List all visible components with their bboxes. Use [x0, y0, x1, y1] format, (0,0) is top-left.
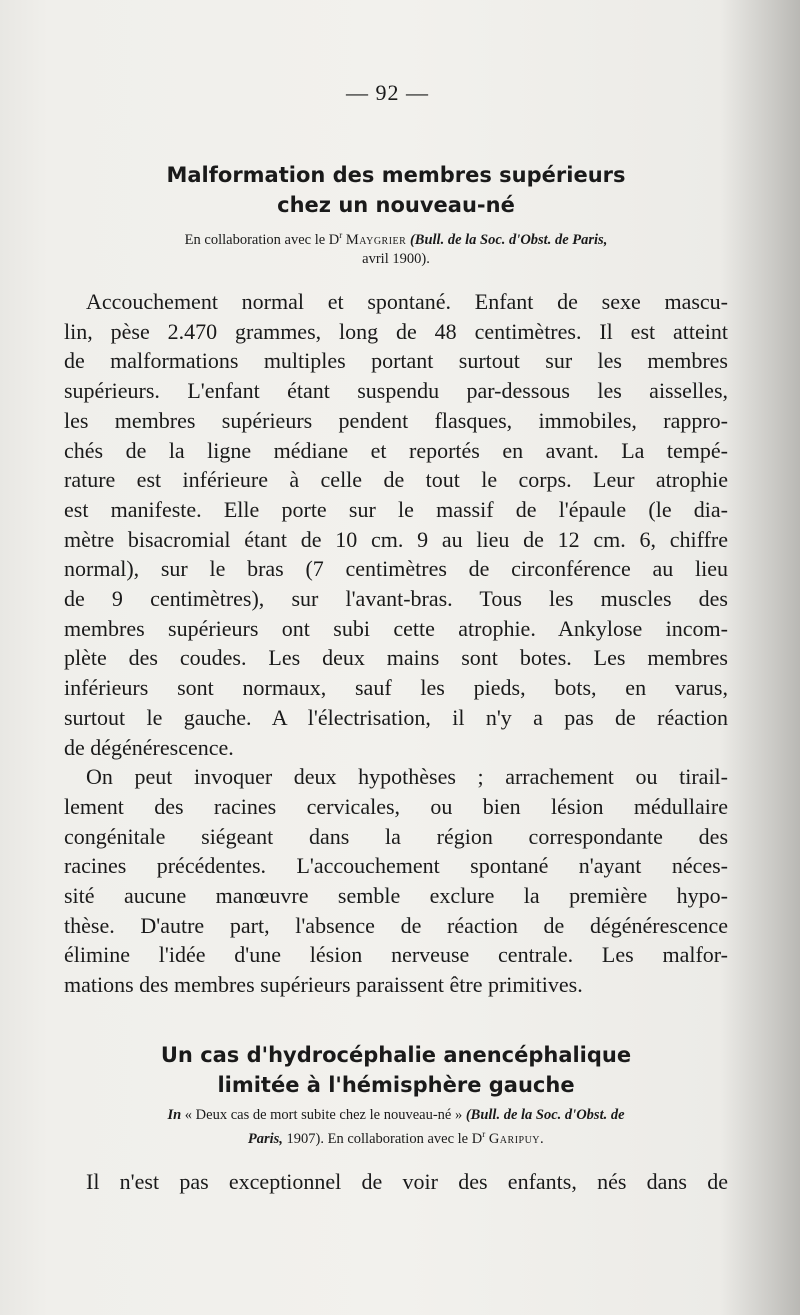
section-1-body	[64, 287, 728, 1000]
paragraph-first-line	[64, 1167, 728, 1197]
text-line: les membres supérieurs pendent flasques, immobiles, rappro-	[64, 407, 728, 433]
text-line: thèse. D'autre part, l'absence de réaction de dégénérescence	[64, 912, 728, 938]
text-line: est manifeste. Elle porte sur le massif de l'épaule (le dia-	[64, 496, 728, 522]
caption-reference: (Bull. de la Soc. d'Obst. de Paris,	[409, 231, 608, 248]
text-line: plète des coudes. Les deux mains sont botes. Les membres	[64, 645, 728, 671]
text-line: racines précédentes. L'accouchement spontané n'ayant néces-	[64, 853, 728, 879]
text-line: lement des racines cervicales, ou bien lésion médullaire	[64, 793, 728, 819]
text-line: de 9 centimètres), sur l'avant-bras. Tous les muscles des	[64, 586, 728, 612]
text-line: lin, pèse 2.470 grammes, long de 48 centimètres. Il est atteint	[64, 318, 728, 344]
text-line: rature est inférieure à celle de tout le corps. Leur atrophie	[64, 467, 728, 493]
text-line: surtout le gauche. A l'électrisation, il n'y a pas de réaction	[64, 704, 728, 730]
section-caption	[64, 226, 728, 269]
section-caption	[64, 1106, 728, 1149]
paragraph-1	[64, 287, 728, 762]
text-line: Il n'est pas exceptionnel de voir des enfants, nés dans de	[86, 1169, 728, 1194]
caption-reference-cont: Paris,	[247, 1130, 283, 1147]
text-line: de malformations multiples portant surtout sur les membres	[64, 348, 728, 374]
section-title	[64, 160, 728, 220]
text-line: mètre bisacromial étant de 10 cm. 9 au lieu de 12 cm. 6, chiffre	[64, 526, 728, 552]
section-2-body	[64, 1167, 728, 1197]
text-line: congénitale siégeant dans la région correspondante des	[64, 823, 728, 849]
caption-author: Garipuy.	[488, 1130, 545, 1147]
section-title-line-2: chez un nouveau-né	[277, 193, 515, 217]
text-line: normal), sur le bras (7 centimètres de circonférence au lieu	[64, 556, 728, 582]
section-malformation	[64, 160, 728, 269]
section-title-line-2: limitée à l'hémisphère gauche	[217, 1073, 575, 1097]
text-line: supérieurs. L'enfant étant suspendu par-dessous les aisselles,	[64, 378, 728, 404]
caption-in: In	[167, 1107, 182, 1123]
text-line: On peut invoquer deux hypothèses ; arrachement ou tirail-	[86, 764, 728, 790]
text-line: Accouchement normal et spontané. Enfant de sexe mascu-	[86, 289, 728, 314]
paragraph-2	[64, 762, 728, 1000]
text-line: de dégénérescence.	[64, 734, 234, 760]
section-title-line-1: Malformation des membres supérieurs	[166, 163, 626, 187]
section-title	[64, 1040, 728, 1100]
text-line: élimine l'idée d'une lésion nerveuse centrale. Les malfor-	[64, 942, 728, 968]
text-line: mations des membres supérieurs paraissent être primitives.	[64, 972, 583, 998]
caption-prefix: En collaboration avec le D	[184, 231, 340, 248]
section-hydrocephalie	[64, 1040, 728, 1149]
page-number: — 92 —	[346, 80, 429, 105]
text-line: sité aucune manœuvre semble exclure la première hypo-	[64, 883, 728, 909]
caption-sup: r	[482, 1129, 486, 1139]
caption-reference: (Bull. de la Soc. d'Obst. de	[465, 1107, 625, 1123]
caption-author: Maygrier	[345, 231, 407, 248]
section-title-line-1: Un cas d'hydrocéphalie anencéphalique	[160, 1043, 632, 1067]
text-line: inférieurs sont normaux, sauf les pieds, bots, en varus,	[64, 675, 728, 701]
caption-date: avril 1900).	[362, 250, 430, 267]
text-line: chés de la ligne médiane et reportés en avant. La tempé-	[64, 437, 728, 463]
caption-sup: r	[339, 230, 343, 240]
caption-text: « Deux cas de mort subite chez le nouveau-né »	[184, 1107, 463, 1123]
text-line: membres supérieurs ont subi cette atrophie. Ankylose incom-	[64, 615, 728, 641]
caption-rest: 1907). En collaboration avec le D	[286, 1130, 483, 1147]
